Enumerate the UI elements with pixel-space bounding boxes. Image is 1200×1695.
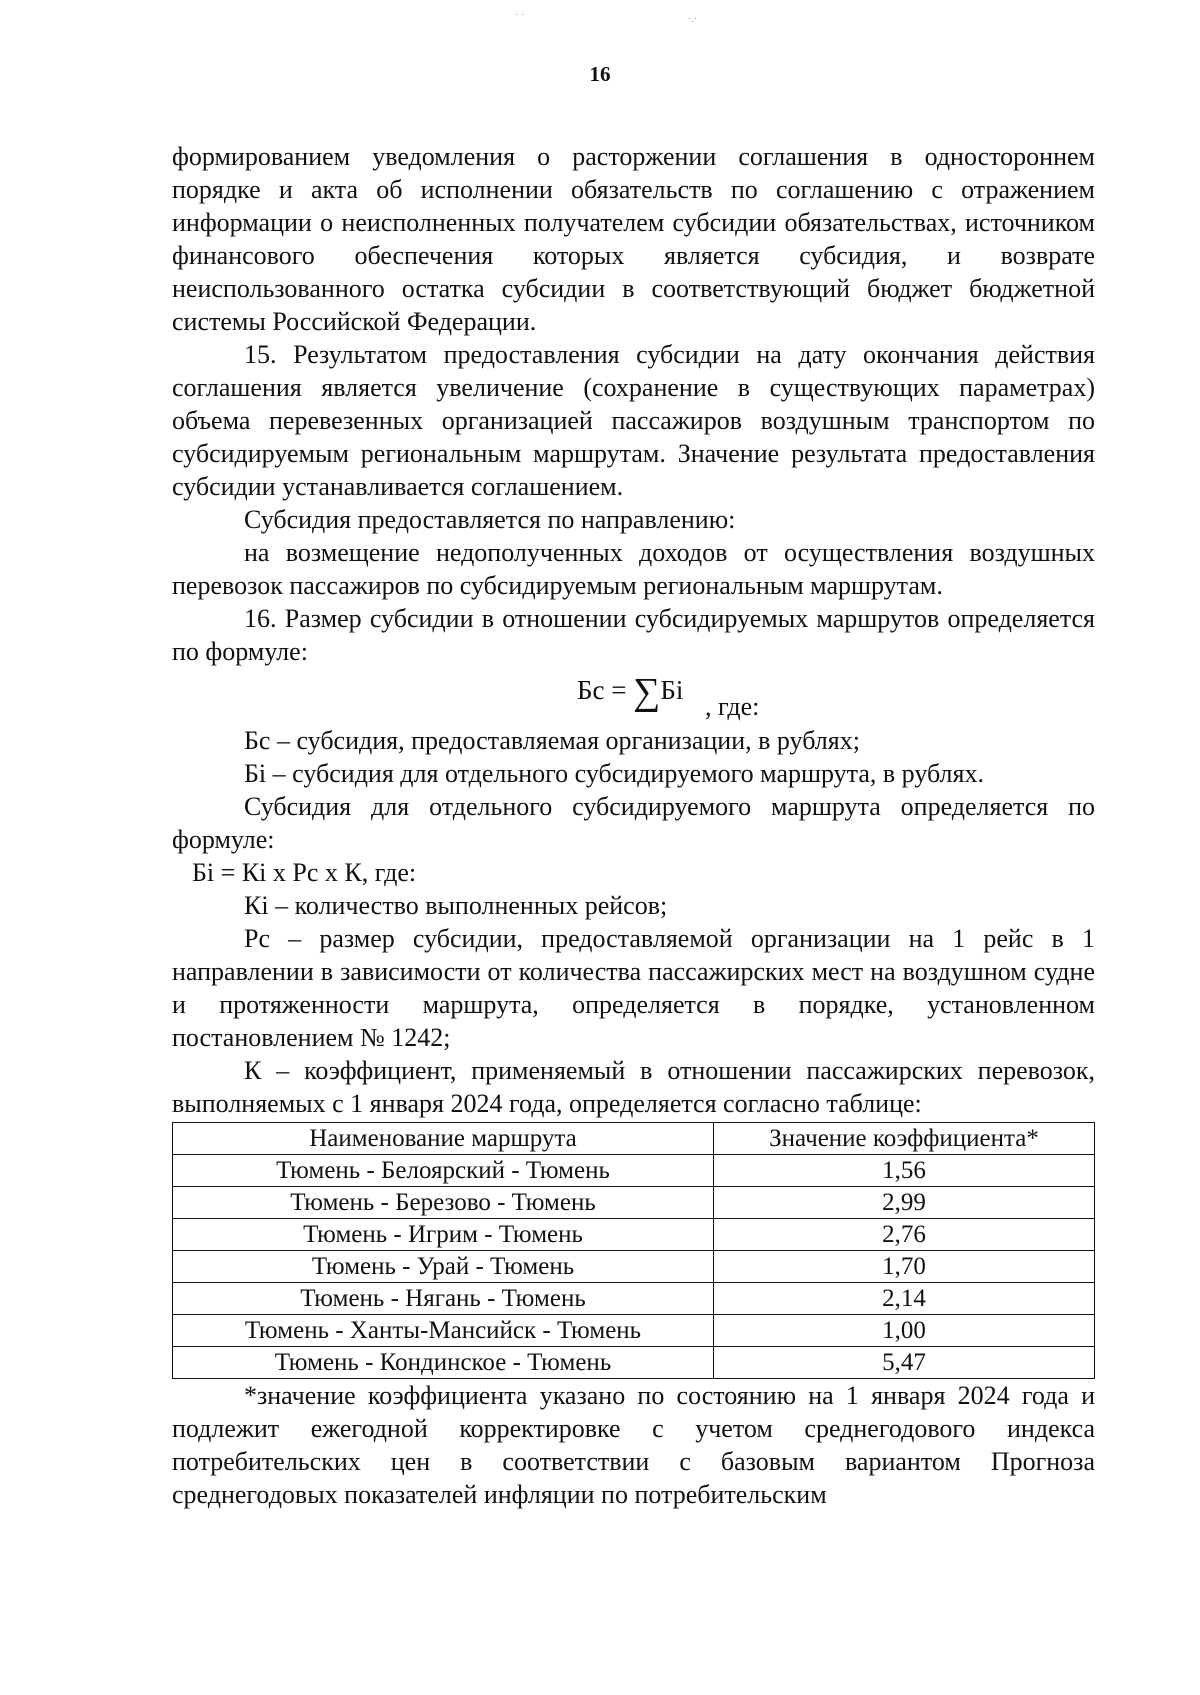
route-cell: Тюмень - Кондинское - Тюмень (173, 1347, 714, 1379)
paragraph-15: 15. Результатом предоставления субсидии на дату окончания действия соглашения является увеличение (сохранение в существующих параметрах) объема перевезенных организацией пассажиров воздушным транспортом по субсидируемым региональным маршрутам. Значение результата предоставления субсидии устанавливается соглашением. (172, 340, 1095, 501)
route-cell: Тюмень - Урай - Тюмень (173, 1251, 714, 1283)
route-cell: Тюмень - Ханты-Мансийск - Тюмень (173, 1315, 714, 1347)
route-cell: Тюмень - Нягань - Тюмень (173, 1283, 714, 1315)
table-row (173, 1283, 1095, 1315)
formula-lhs: Бс = (577, 675, 634, 705)
sigma-symbol: ∑ (633, 671, 661, 713)
table-row (173, 1187, 1095, 1219)
coefficient-cell: 2,14 (714, 1283, 1095, 1315)
page-number: 16 (589, 62, 611, 86)
scan-speck: ·.· (688, 14, 698, 25)
coefficient-cell: 5,47 (714, 1347, 1095, 1379)
table-row (173, 1347, 1095, 1379)
table-row (173, 1155, 1095, 1187)
column-header-coefficient: Значение коэффициента* (714, 1123, 1095, 1155)
route-cell: Тюмень - Белоярский - Тюмень (173, 1155, 714, 1187)
formula-rhs: Бi (660, 675, 684, 705)
paragraph: формированием уведомления о расторжении соглашения в одностороннем порядке и акта об исполнении обязательств по соглашению с отражением информации о неисполненных получателем субсидии обязательствах, источником финансового обеспечения которых является субсидия, и возврате неиспользованного остатка субсидии в соответствующий бюджет бюджетной системы Российской Федерации. (172, 142, 1095, 336)
route-cell: Тюмень - Березово - Тюмень (173, 1187, 714, 1219)
paragraph: Субсидия предоставляется по направлению: (244, 505, 736, 534)
formula-body (577, 671, 684, 713)
coefficient-cell: 1,00 (714, 1315, 1095, 1347)
column-header-route: Наименование маршрута (173, 1123, 714, 1155)
route-cell: Тюмень - Игрим - Тюмень (173, 1219, 714, 1251)
coefficient-cell: 1,56 (714, 1155, 1095, 1187)
definition: Бс – субсидия, предоставляемая организации, в рублях; (244, 726, 860, 755)
scan-speck: · · (515, 10, 525, 21)
definition: Кi – количество выполненных рейсов; (244, 891, 668, 920)
paragraph: на возмещение недополученных доходов от осуществления воздушных перевозок пассажиров по субсидируемым региональным маршрутам. (172, 538, 1095, 600)
table-row (173, 1315, 1095, 1347)
coefficient-cell: 1,70 (714, 1251, 1095, 1283)
table-row (173, 1219, 1095, 1251)
coefficient-cell: 2,99 (714, 1187, 1095, 1219)
coefficient-cell: 2,76 (714, 1219, 1095, 1251)
definition: Рс – размер субсидии, предоставляемой организации на 1 рейс в 1 направлении в зависимости от количества пассажирских мест на воздушном судне и протяженности маршрута, определяется в порядке, установленном постановлением № 1242; (172, 924, 1095, 1052)
formula-where: , где: (705, 692, 760, 721)
table-row (173, 1251, 1095, 1283)
definition: Бi – субсидия для отдельного субсидируемого маршрута, в рублях. (244, 759, 984, 788)
footnote: *значение коэффициента указано по состоянию на 1 января 2024 года и подлежит ежегодной корректировке с учетом среднегодового индекса потребительских цен в соответствии с базовым вариантом Прогноза среднегодовых показателей инфляции по потребительским (172, 1381, 1095, 1509)
table-header-row (173, 1123, 1095, 1155)
document-body (172, 140, 1095, 1511)
formula-route-subsidy: Бi = Кi х Рс х К, где: (192, 858, 417, 887)
definition: К – коэффициент, применяемый в отношении пассажирских перевозок, выполняемых с 1 января 2024 года, определяется согласно таблице: (172, 1056, 1095, 1118)
coefficient-table (172, 1122, 1095, 1379)
paragraph-16: 16. Размер субсидии в отношении субсидируемых маршрутов определяется по формуле: (172, 604, 1095, 666)
paragraph: Субсидия для отдельного субсидируемого маршрута определяется по формуле: (172, 792, 1095, 854)
formula-total-subsidy (172, 668, 1095, 724)
